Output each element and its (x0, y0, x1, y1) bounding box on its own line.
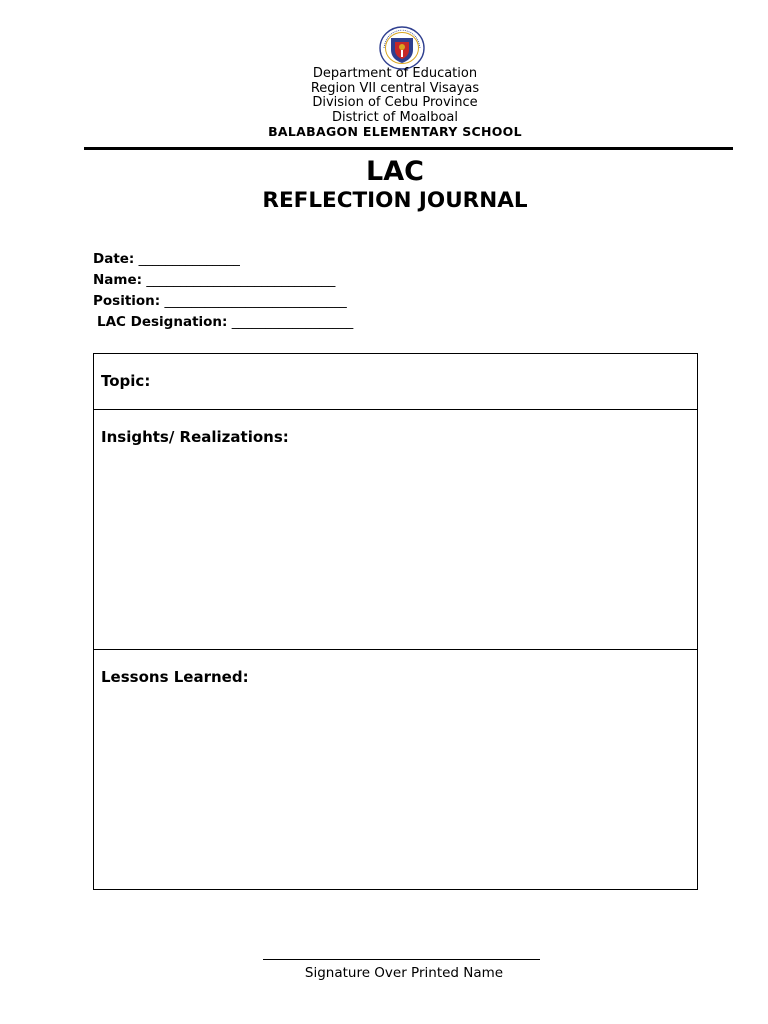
date-label: Date: (93, 251, 135, 267)
page-subtitle: REFLECTION JOURNAL (262, 188, 528, 213)
lac-designation-field[interactable] (93, 312, 353, 333)
school-name: BALABAGON ELEMENTARY SCHOOL (268, 124, 522, 140)
letterhead (0, 67, 768, 140)
position-blank: ___________________________ (160, 293, 347, 309)
lac-designation-label: LAC Designation: (97, 314, 228, 330)
deped-seal-icon (378, 26, 426, 70)
position-label: Position: (93, 293, 161, 309)
header-divider (84, 147, 733, 150)
info-fields (93, 249, 353, 333)
department-name: Department of Education (312, 66, 478, 81)
page-title: LAC (366, 156, 424, 187)
topic-label: Topic: (101, 372, 151, 390)
insights-label: Insights/ Realizations: (101, 428, 289, 446)
position-field[interactable] (93, 291, 353, 312)
lessons-cell[interactable] (94, 650, 697, 889)
signature-line[interactable] (263, 959, 540, 960)
insights-cell[interactable] (94, 410, 697, 650)
region-name: Region VII central Visayas (310, 80, 480, 96)
name-field[interactable] (93, 270, 353, 291)
date-field[interactable] (93, 249, 353, 270)
lessons-label: Lessons Learned: (101, 668, 249, 686)
journal-table (93, 353, 698, 890)
lac-designation-blank: __________________ (227, 314, 354, 330)
division-name: Division of Cebu Province (312, 95, 478, 111)
date-blank: _______________ (134, 251, 240, 267)
name-blank: ____________________________ (142, 272, 336, 288)
district-name: District of Moalboal (331, 109, 459, 125)
signature-caption: Signature Over Printed Name (304, 965, 504, 981)
name-label: Name: (93, 272, 143, 288)
topic-cell[interactable] (94, 354, 697, 410)
